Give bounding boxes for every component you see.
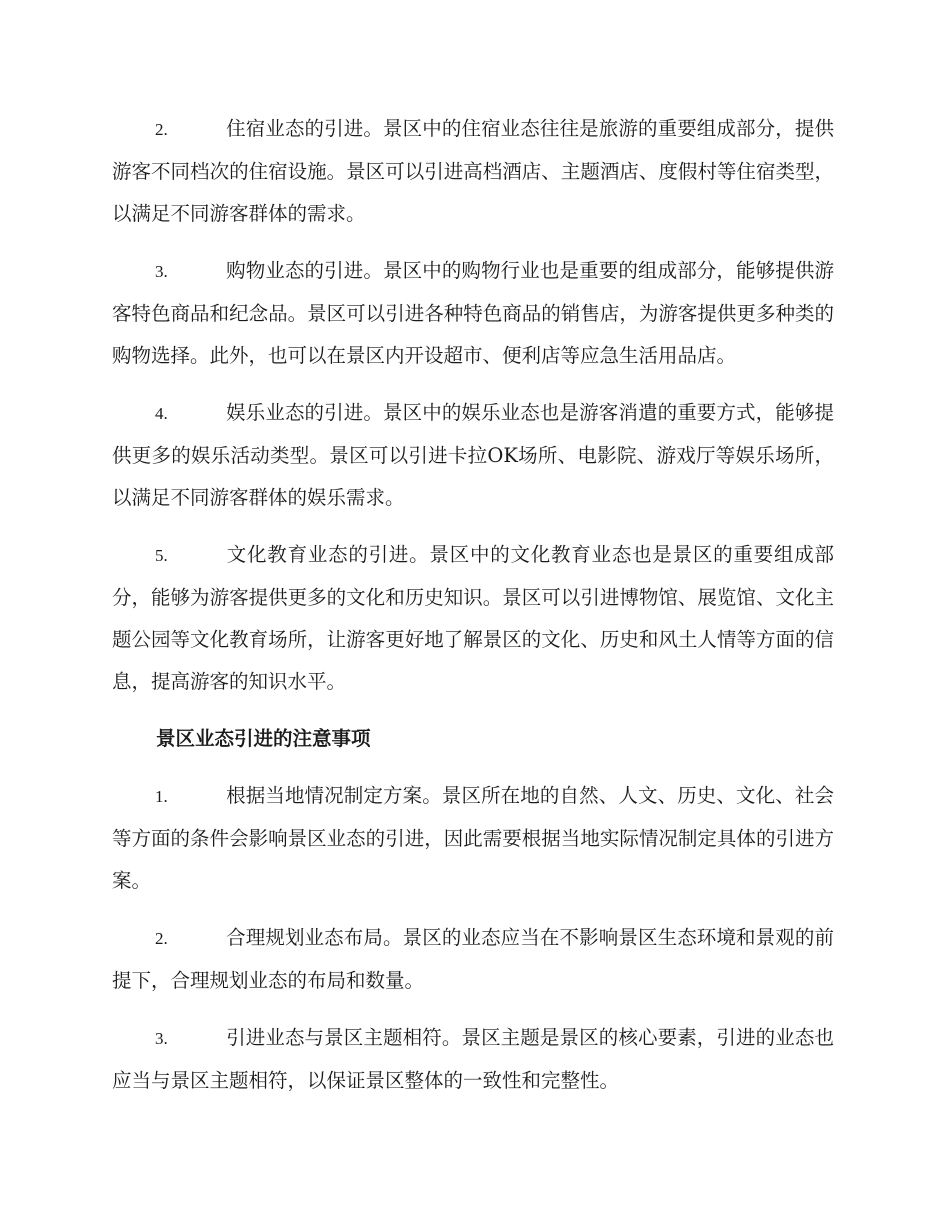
list-item-number: 3. — [155, 1029, 168, 1048]
list-item-lodging — [112, 108, 834, 235]
list-item-number: 2. — [155, 120, 168, 139]
list-item-entertainment — [112, 392, 834, 519]
list-item-number: 4. — [155, 404, 168, 423]
section-heading: 景区业态引进的注意事项 — [156, 727, 371, 750]
list-item-number: 5. — [155, 546, 168, 565]
document-page — [112, 108, 834, 1117]
list-item-local-plan — [112, 775, 834, 902]
list-item-text: 娱乐业态的引进。景区中的娱乐业态也是游客消遣的重要方式，能够提供更多的娱乐活动类型。景区可以引进卡拉OK场所、电影院、游戏厅等娱乐场所，以满足不同游客群体的娱乐需求。 — [112, 401, 834, 509]
list-item-text: 文化教育业态的引进。景区中的文化教育业态也是景区的重要组成部分，能够为游客提供更多的文化和历史知识。景区可以引进博物馆、展览馆、文化主题公园等文化教育场所，让游客更好地了解景区的文化、历史和风土人情等方面的信息，提高游客的知识水平。 — [112, 543, 834, 693]
list-item-layout-planning — [112, 917, 834, 1002]
list-item-number: 1. — [155, 787, 168, 806]
list-item-shopping — [112, 250, 834, 377]
list-item-text: 引进业态与景区主题相符。景区主题是景区的核心要素，引进的业态也应当与景区主题相符，以保证景区整体的一致性和完整性。 — [112, 1026, 834, 1092]
list-item-text: 购物业态的引进。景区中的购物行业也是重要的组成部分，能够提供游客特色商品和纪念品。景区可以引进各种特色商品的销售店，为游客提供更多种类的购物选择。此外，也可以在景区内开设超市、便利店等应急生活用品店。 — [112, 259, 834, 367]
list-item-text: 根据当地情况制定方案。景区所在地的自然、人文、历史、文化、社会等方面的条件会影响景区业态的引进，因此需要根据当地实际情况制定具体的引进方案。 — [112, 784, 834, 892]
list-item-number: 2. — [155, 929, 168, 948]
list-item-number: 3. — [155, 262, 168, 281]
list-item-culture-education — [112, 534, 834, 703]
list-item-theme-match — [112, 1017, 834, 1102]
list-item-text: 合理规划业态布局。景区的业态应当在不影响景区生态环境和景观的前提下，合理规划业态的布局和数量。 — [112, 926, 834, 992]
list-item-text: 住宿业态的引进。景区中的住宿业态往往是旅游的重要组成部分，提供游客不同档次的住宿设施。景区可以引进高档酒店、主题酒店、度假村等住宿类型，以满足不同游客群体的需求。 — [112, 117, 834, 225]
